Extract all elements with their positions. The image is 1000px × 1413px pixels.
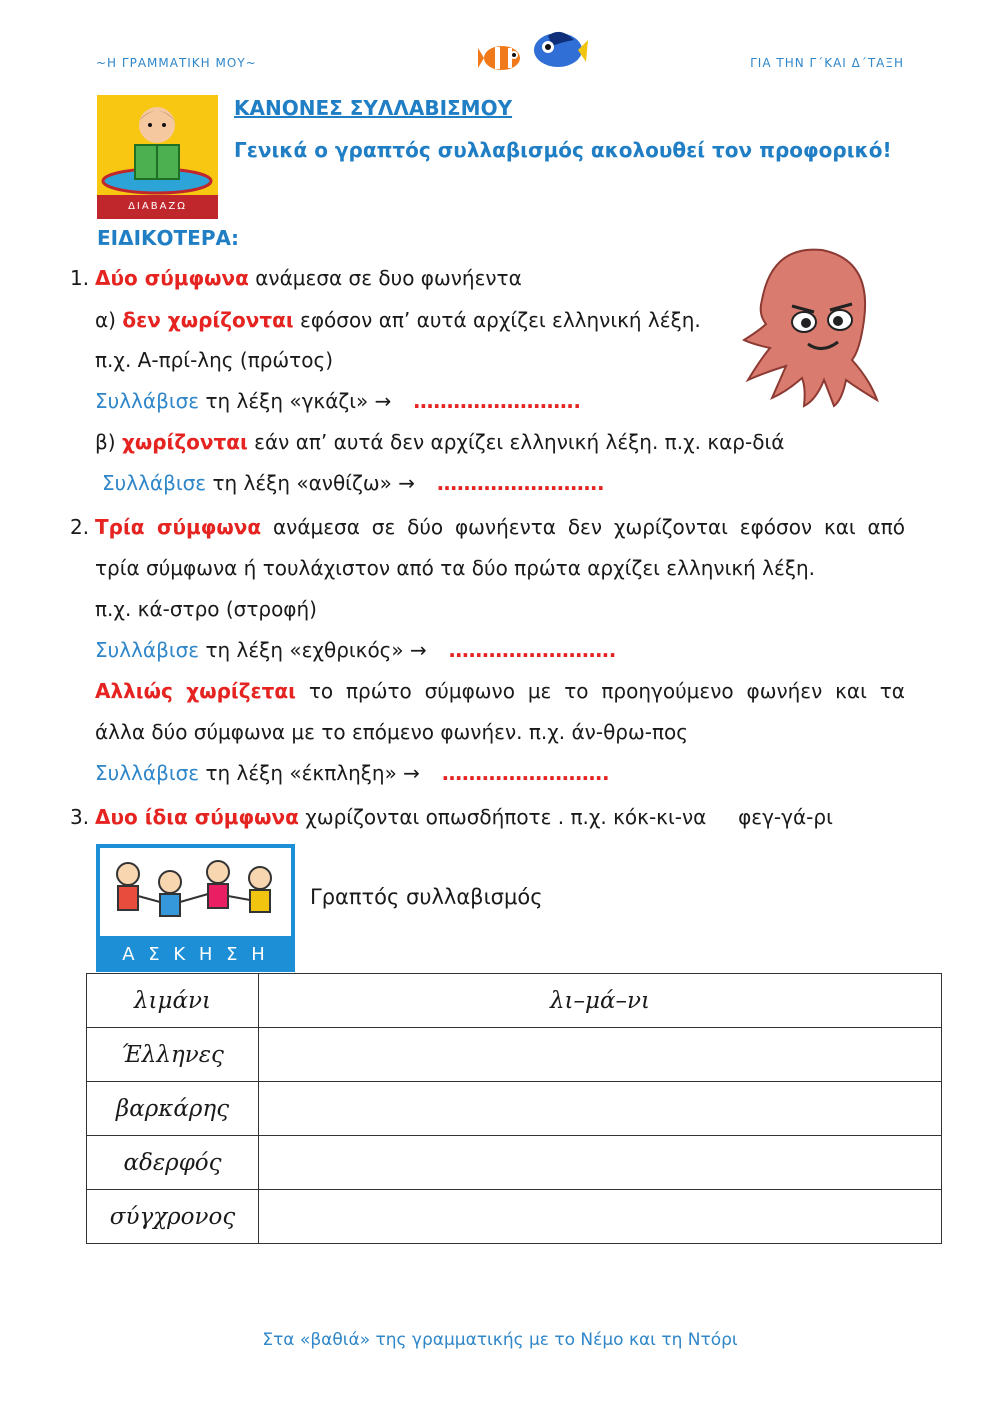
- rule1b-task: Συλλάβισε τη λέξη «ανθίζω» → …………………….: [102, 471, 605, 495]
- page-footer: Στα «βαθιά» της γραμματικής με το Νέμο και τη Ντόρι: [262, 1330, 738, 1350]
- arrow-icon: →: [403, 761, 420, 785]
- answer-cell[interactable]: [259, 1190, 942, 1244]
- exercise-title: Γραπτός συλλαβισμός: [310, 885, 543, 909]
- rule3-text: Δυο ίδια σύμφωνα χωρίζονται οπωσδήποτε . π.χ. κόκ-κι-να φεγ-γά-ρι: [95, 805, 833, 829]
- exercise-badge: [96, 844, 295, 972]
- table-row: [87, 974, 942, 1028]
- answer-blank[interactable]: …………………….: [441, 761, 610, 785]
- rule1b-text: β) χωρίζονται εάν απ’ αυτά δεν αρχίζει ελληνική λέξη. π.χ. καρ-διά: [95, 430, 785, 454]
- rule2-task2: Συλλάβισε τη λέξη «έκπληξη» → …………………….: [95, 761, 610, 785]
- rule2-else-2: άλλα δύο σύμφωνα με το επόμενο φωνήεν. π.χ. άν-θρω-πος: [95, 720, 688, 744]
- exercise-table: [86, 973, 942, 1244]
- rule1-number: 1.: [70, 266, 90, 290]
- specifics-heading: ΕΙΔΙΚΟΤΕΡΑ:: [97, 226, 239, 250]
- arrow-icon: →: [374, 389, 392, 413]
- word-cell: αδερφός: [87, 1136, 259, 1190]
- header-left: ~Η ΓΡΑΜΜΑΤΙΚΗ ΜΟΥ~: [96, 56, 257, 70]
- reading-badge: [97, 95, 218, 219]
- arrow-icon: →: [410, 638, 427, 662]
- exercise-badge-label: Α Σ Κ Η Σ Η: [122, 944, 269, 965]
- table-row: [87, 1028, 942, 1082]
- answer-blank[interactable]: …………………….: [448, 638, 617, 662]
- rule1-text: Δύο σύμφωνα ανάμεσα σε δυο φωνήεντα: [95, 266, 522, 290]
- rule1a-task: Συλλάβισε τη λέξη «γκάζι» → …………………….: [95, 389, 582, 413]
- rule2-text-2: τρία σύμφωνα ή τουλάχιστον από τα δύο πρώτα αρχίζει ελληνική λέξη.: [95, 556, 816, 580]
- table-row: [87, 1136, 942, 1190]
- word-cell: βαρκάρης: [87, 1082, 259, 1136]
- word-cell: σύγχρονος: [87, 1190, 259, 1244]
- answer-blank[interactable]: …………………….: [413, 389, 582, 413]
- page-title: ΚΑΝΟΝΕΣ ΣΥΛΛΑΒΙΣΜΟΥ: [234, 96, 513, 120]
- rule1a-example: π.χ. Α-πρί-λης (πρώτος): [95, 348, 333, 372]
- reading-badge-label: ΔΙΑΒΑΖΩ: [97, 195, 218, 219]
- rule2-text: Τρία σύμφωνα ανάμεσα σε δύο φωνήεντα δεν χωρίζονται εφόσον και από: [95, 515, 905, 539]
- octopus-icon: [742, 240, 880, 408]
- table-row: [87, 1082, 942, 1136]
- fish-logo-icon: [478, 22, 588, 80]
- reading-boy-icon: [97, 95, 218, 195]
- rule1a-text: α) δεν χωρίζονται εφόσον απ’ αυτά αρχίζει ελληνική λέξη.: [95, 308, 701, 332]
- arrow-icon: →: [398, 471, 415, 495]
- rule3-number: 3.: [70, 805, 90, 829]
- answer-cell[interactable]: [259, 1082, 942, 1136]
- word-cell: λιμάνι: [87, 974, 259, 1028]
- answer-cell[interactable]: [259, 1028, 942, 1082]
- word-cell: Έλληνες: [87, 1028, 259, 1082]
- answer-cell[interactable]: λι–μά–νι: [259, 974, 942, 1028]
- answer-cell[interactable]: [259, 1136, 942, 1190]
- rule2-else: Αλλιώς χωρίζεται το πρώτο σύμφωνο με το προηγούμενο φωνήεν και τα: [95, 679, 905, 703]
- page-subtitle: Γενικά ο γραπτός συλλαβισμός ακολουθεί τον προφορικό!: [234, 138, 892, 162]
- rule2-task1: Συλλάβισε τη λέξη «εχθρικός» → …………………….: [95, 638, 617, 662]
- header-right: ΓΙΑ ΤΗΝ Γ΄ΚΑΙ Δ΄ΤΑΞΗ: [750, 56, 904, 70]
- children-icon: [100, 848, 291, 936]
- rule2-number: 2.: [70, 515, 90, 539]
- rule1-keyword: Δύο σύμφωνα: [95, 266, 249, 290]
- rule2-example: π.χ. κά-στρο (στροφή): [95, 597, 317, 621]
- table-row: [87, 1190, 942, 1244]
- answer-blank[interactable]: …………………….: [436, 471, 605, 495]
